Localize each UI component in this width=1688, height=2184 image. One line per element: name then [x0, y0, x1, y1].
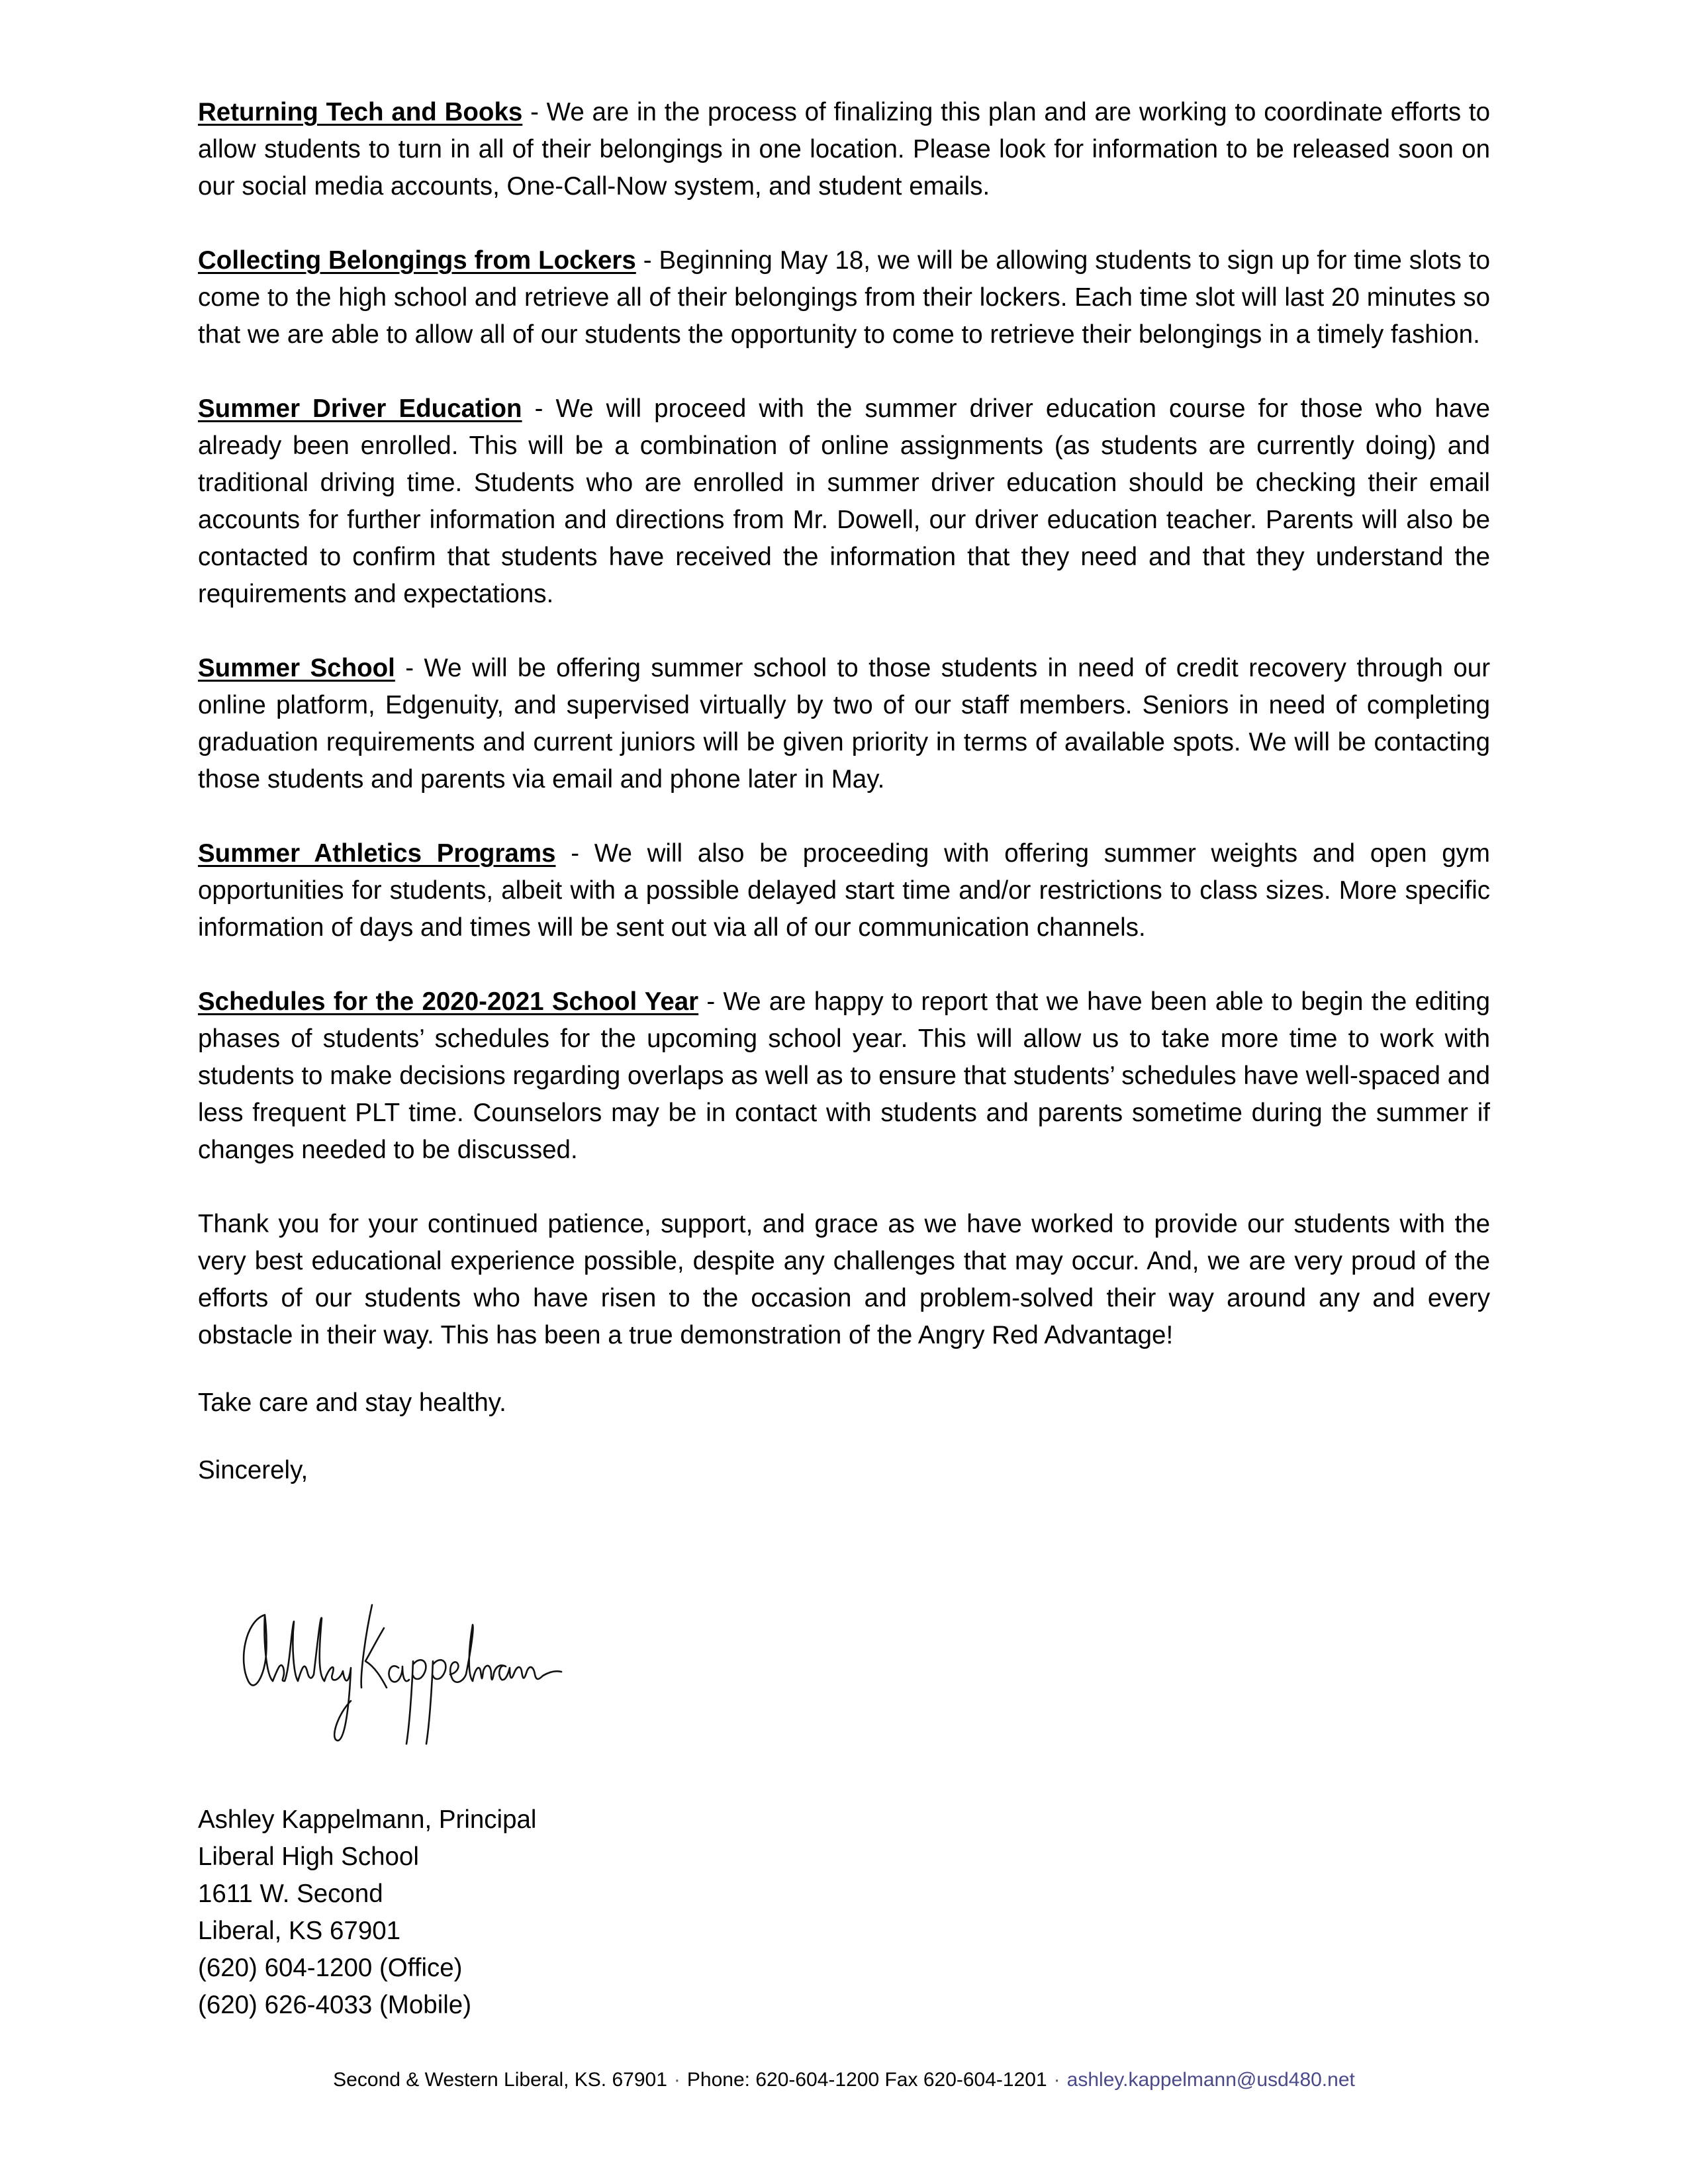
sign-off-sincerely: Sincerely, — [198, 1456, 308, 1484]
signature-block — [198, 1801, 536, 2024]
section-heading: Collecting Belongings from Lockers — [198, 246, 636, 275]
section-text: - We will be offering summer school to those students in need of credit recovery through our online platform, Edgenuity, and supervised virtually by two of our staff members. Seniors in need of completing graduation requirements and current juniors will be given priority in terms of available spots. We will be contacting those students and parents via email and phone later in May. — [198, 654, 1491, 794]
signer-name-title: Ashley Kappelmann, Principal — [198, 1805, 537, 1834]
letter-body — [198, 94, 1490, 1520]
section-heading: Schedules for the 2020-2021 School Year — [198, 987, 699, 1016]
closing-paragraph: Thank you for your continued patience, support, and grace as we have worked to provide our students with the very best educational experience possible, despite any challenges that may occur. And, we are very proud of the efforts of our students who have risen to the occasion and problem-solved their way around any and every obstacle in their way. This has been a true demonstration of the Angry Red Advantage! — [198, 1210, 1490, 1349]
section-returning-tech — [198, 94, 1490, 205]
section-text: - We are in the process of finalizing this plan and are working to coordinate efforts to allow students to turn in all of their belongings in one location. Please look for information to be released soon on our social media accounts, One-Call-Now system, and student emails. — [198, 98, 1490, 201]
page-footer — [0, 2067, 1688, 2093]
footer-address: Second & Western Liberal, KS. 67901 — [333, 2069, 667, 2091]
school-name: Liberal High School — [198, 1843, 419, 1871]
section-text: - Beginning May 18, we will be allowing students to sign up for time slots to come to the high school and retrieve all of their belongings from their lockers. Each time slot will last 20 minutes so that we are able to allow all of our students the opportunity to come to retrieve their belongings in a timely fashion. — [198, 246, 1490, 349]
section-text: - We are happy to report that we have been able to begin the editing phases of students’ schedules for the upcoming school year. This will allow us to take more time to work with students to make decisions regarding overlaps as well as to ensure that students’ schedules have well-spaced and less frequent PLT time. Counselors may be in contact with students and parents sometime during the summer if changes needed to be discussed. — [198, 987, 1490, 1164]
section-heading: Summer Driver Education — [198, 394, 522, 423]
section-heading: Summer Athletics Programs — [198, 839, 556, 868]
footer-email-link[interactable]: ashley.kappelmann@usd480.net — [1066, 2069, 1355, 2091]
section-schedules — [198, 983, 1490, 1169]
section-text: - We will proceed with the summer driver education course for those who have already been enrolled. This will be a combination of online assignments (as students are currently doing) and traditional driving time. Students who are enrolled in summer driver education should be checking their email accounts for further information and directions from Mr. Dowell, our driver education teacher. Parents will also be contacted to confirm that students have received the information that they need and that they understand the requirements and expectations. — [198, 394, 1491, 608]
footer-separator: · — [1053, 2069, 1060, 2091]
handwritten-signature — [225, 1588, 569, 1760]
section-heading: Summer School — [198, 654, 395, 682]
section-collecting-belongings — [198, 242, 1490, 353]
sign-off-take-care: Take care and stay healthy. — [198, 1388, 506, 1417]
section-athletics — [198, 835, 1490, 946]
footer-separator: · — [673, 2069, 680, 2091]
section-text: - We will also be proceeding with offering summer weights and open gym opportunities for students, albeit with a possible delayed start time and/or restrictions to class sizes. More specific information of days and times will be sent out via all of our communication channels. — [198, 839, 1490, 942]
mobile-phone: (620) 626-4033 (Mobile) — [198, 1991, 472, 2019]
section-summer-school — [198, 650, 1490, 798]
city-state-zip: Liberal, KS 67901 — [198, 1917, 401, 1945]
section-heading: Returning Tech and Books — [198, 98, 523, 126]
footer-phone-fax: Phone: 620-604-1200 Fax 620-604-1201 — [686, 2069, 1047, 2091]
street-address: 1611 W. Second — [198, 1880, 383, 1908]
section-driver-education — [198, 390, 1490, 613]
office-phone: (620) 604-1200 (Office) — [198, 1954, 463, 1982]
